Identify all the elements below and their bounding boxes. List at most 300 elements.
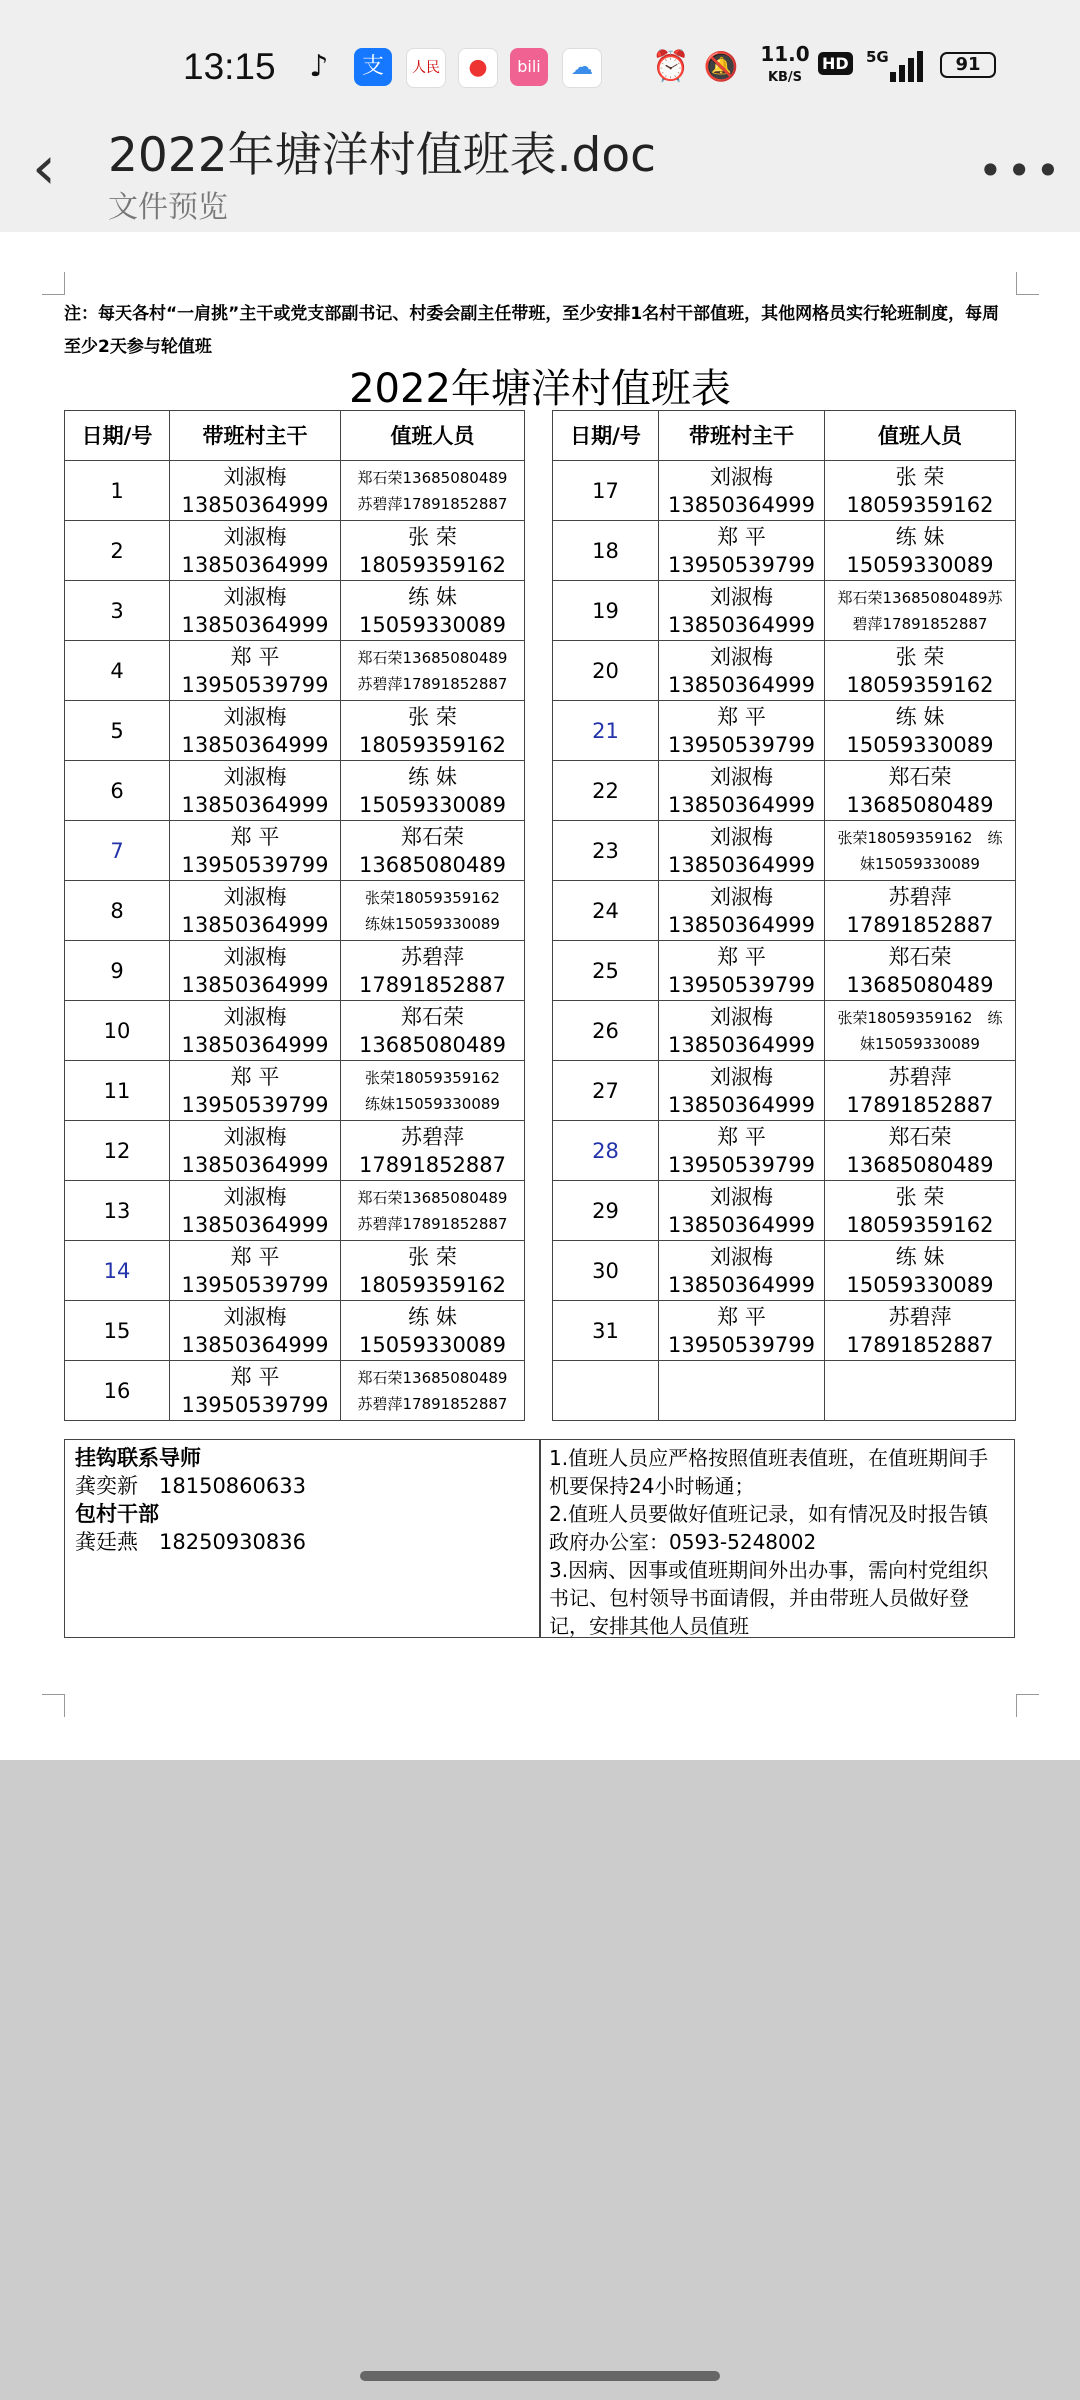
- leader-cell: [170, 521, 341, 581]
- staff-cell-line: 18059359162: [359, 732, 506, 757]
- day-cell: 24: [553, 881, 659, 941]
- staff-cell-line: 18059359162: [846, 492, 994, 517]
- leader-cell-line: 13850364999: [668, 612, 815, 637]
- day-cell: 17: [553, 461, 659, 521]
- staff-cell-line: 18059359162: [846, 1212, 994, 1237]
- table-row: [65, 1121, 1016, 1181]
- page-corner-mark: [42, 272, 65, 295]
- leader-cell-line: 13950539799: [181, 1092, 329, 1117]
- staff-cell-line: 郑石荣: [401, 824, 464, 849]
- day-cell: 12: [65, 1121, 170, 1181]
- app-header: [0, 110, 1080, 225]
- leader-cell: [170, 581, 341, 641]
- leader-cell-line: 刘淑梅: [710, 644, 773, 669]
- leader-cell: [659, 461, 825, 521]
- staff-cell-line: 13685080489: [846, 792, 994, 817]
- leader-cell: [659, 761, 825, 821]
- staff-cell: [341, 461, 525, 521]
- staff-cell-line: 苏碧萍17891852887: [357, 1214, 508, 1233]
- staff-cell-line: 17891852887: [359, 972, 506, 997]
- column-gap: [525, 1001, 553, 1061]
- leader-cell-line: 13850364999: [668, 792, 815, 817]
- table-row: [65, 1241, 1016, 1301]
- leader-cell-line: 刘淑梅: [223, 464, 287, 489]
- day-cell: 22: [553, 761, 659, 821]
- leader-cell: [170, 821, 341, 881]
- staff-cell-line: 13685080489: [846, 1152, 994, 1177]
- staff-cell: [825, 1301, 1016, 1361]
- column-gap: [525, 701, 553, 761]
- staff-cell: [825, 1121, 1016, 1181]
- staff-cell: [825, 461, 1016, 521]
- staff-cell-line: 张 荣: [408, 704, 457, 729]
- leader-cell-line: 刘淑梅: [223, 1304, 287, 1329]
- leader-cell-line: 刘淑梅: [710, 764, 773, 789]
- staff-cell-line: 郑石荣: [888, 764, 952, 789]
- leader-cell-line: 13850364999: [668, 1272, 815, 1297]
- status-time: 13:15: [183, 46, 276, 87]
- staff-cell-line: 17891852887: [846, 912, 994, 937]
- staff-cell-line: 17891852887: [359, 1152, 506, 1177]
- staff-cell-line: 苏碧萍: [401, 1124, 464, 1149]
- staff-cell: [341, 1001, 525, 1061]
- column-gap: [525, 1121, 553, 1181]
- leader-cell-line: 13850364999: [181, 1152, 329, 1177]
- leader-cell-line: 刘淑梅: [710, 584, 773, 609]
- leader-cell-line: 刘淑梅: [710, 1004, 773, 1029]
- table-row: [65, 581, 1016, 641]
- leader-cell: [659, 821, 825, 881]
- chevron-left-icon: ‹: [32, 133, 56, 203]
- staff-cell-line: 妹15059330089: [860, 854, 980, 873]
- staff-cell: [341, 701, 525, 761]
- staff-cell-line: 练 妹: [895, 1244, 945, 1269]
- leader-cell: [659, 1241, 825, 1301]
- leader-cell: [170, 1121, 341, 1181]
- leader-cell-line: 13950539799: [181, 852, 329, 877]
- staff-cell: [825, 941, 1016, 1001]
- column-gap: [525, 641, 553, 701]
- day-cell: 11: [65, 1061, 170, 1121]
- staff-cell-line: 张 荣: [895, 1184, 945, 1209]
- leader-cell-line: 13950539799: [668, 1152, 815, 1177]
- leader-cell: [659, 941, 825, 1001]
- column-gap: [525, 761, 553, 821]
- column-gap: [525, 1241, 553, 1301]
- leader-cell-line: 13850364999: [668, 852, 815, 877]
- network-type: 5G: [866, 48, 889, 66]
- table-row: [65, 1061, 1016, 1121]
- staff-cell-line: 苏碧萍: [401, 944, 464, 969]
- table-title: 2022年塘洋村值班表: [349, 366, 731, 412]
- day-cell: 21: [553, 701, 659, 761]
- staff-cell-line: 18059359162: [359, 552, 506, 577]
- leader-cell-line: 13850364999: [181, 912, 329, 937]
- staff-cell-line: 张 荣: [408, 1244, 457, 1269]
- cadre-label: 包村干部: [75, 1502, 159, 1526]
- leader-cell-line: 13850364999: [181, 732, 329, 757]
- leader-cell-line: 13850364999: [181, 552, 329, 577]
- staff-cell: [825, 521, 1016, 581]
- staff-cell: [341, 1061, 525, 1121]
- leader-cell: [170, 941, 341, 1001]
- staff-cell-line: 张 荣: [895, 464, 945, 489]
- leader-cell-line: 13850364999: [668, 1032, 815, 1057]
- staff-cell-line: 苏碧萍17891852887: [357, 494, 508, 513]
- staff-cell-line: 17891852887: [846, 1092, 994, 1117]
- staff-cell-line: 15059330089: [359, 792, 506, 817]
- staff-cell: [825, 701, 1016, 761]
- leader-cell: [659, 1301, 825, 1361]
- table-row: [65, 1181, 1016, 1241]
- leader-cell: [170, 641, 341, 701]
- column-header: 带班村主干: [659, 411, 825, 461]
- alarm-icon: ⏰: [652, 49, 690, 84]
- status-bar: [0, 38, 1080, 98]
- staff-cell-line: 13685080489: [846, 972, 994, 997]
- leader-cell: [659, 1121, 825, 1181]
- staff-cell-line: 苏碧萍17891852887: [357, 674, 508, 693]
- staff-cell-line: 练妹15059330089: [365, 914, 500, 933]
- page-corner-mark: [42, 1694, 65, 1717]
- staff-cell-line: 练 妹: [408, 764, 457, 789]
- document-title: 2022年塘洋村值班表.doc: [108, 128, 656, 183]
- column-header: 日期/号: [65, 411, 170, 461]
- day-cell: 5: [65, 701, 170, 761]
- staff-cell-line: 13685080489: [359, 1032, 506, 1057]
- column-header: 日期/号: [553, 411, 659, 461]
- gesture-nav-bar[interactable]: [360, 2371, 720, 2381]
- staff-cell: [341, 521, 525, 581]
- staff-cell-line: 18059359162: [359, 1272, 506, 1297]
- net-speed-unit: KB/S: [767, 70, 803, 85]
- leader-cell-line: 郑 平: [717, 1124, 766, 1149]
- leader-cell-line: 13850364999: [181, 1332, 329, 1357]
- staff-cell: [825, 1061, 1016, 1121]
- net-speed: [760, 44, 810, 88]
- leader-cell-line: 13850364999: [668, 1092, 815, 1117]
- leader-cell-line: 刘淑梅: [223, 884, 287, 909]
- staff-cell: [825, 1001, 1016, 1061]
- leader-cell: [170, 1061, 341, 1121]
- leader-cell-line: 13850364999: [181, 972, 329, 997]
- table-header-row: [65, 411, 1016, 461]
- day-cell: 26: [553, 1001, 659, 1061]
- leader-cell: [659, 641, 825, 701]
- leader-cell-line: 郑 平: [230, 1364, 280, 1389]
- column-gap: [525, 581, 553, 641]
- leader-cell: [659, 1361, 825, 1421]
- staff-cell-line: 郑石荣13685080489: [357, 468, 508, 487]
- day-cell: 10: [65, 1001, 170, 1061]
- leader-cell-line: 13850364999: [181, 1032, 329, 1057]
- column-gap: [525, 1361, 553, 1421]
- footer-contacts: [64, 1439, 540, 1638]
- leader-cell-line: 13850364999: [181, 1212, 329, 1237]
- column-gap: [525, 1301, 553, 1361]
- leader-cell-line: 刘淑梅: [223, 1124, 287, 1149]
- staff-cell-line: 苏碧萍17891852887: [357, 1394, 508, 1413]
- staff-cell-line: 郑石荣13685080489: [357, 648, 508, 667]
- staff-cell-line: 张荣18059359162: [365, 888, 500, 907]
- cloud-app-icon: ☁: [562, 48, 602, 88]
- map-pin-icon: ●: [458, 48, 498, 88]
- leader-cell-line: 刘淑梅: [223, 944, 287, 969]
- leader-cell: [659, 701, 825, 761]
- staff-cell: [825, 881, 1016, 941]
- staff-cell-line: 苏碧萍: [888, 884, 952, 909]
- leader-cell-line: 刘淑梅: [710, 1244, 773, 1269]
- signal-icon: [888, 48, 928, 82]
- staff-cell-line: 练 妹: [895, 704, 945, 729]
- staff-cell: [341, 761, 525, 821]
- staff-cell: [341, 1361, 525, 1421]
- alipay-icon: 支: [354, 48, 392, 86]
- leader-cell: [170, 1001, 341, 1061]
- leader-cell-line: 刘淑梅: [223, 1184, 287, 1209]
- staff-cell: [341, 641, 525, 701]
- staff-cell-line: 练妹15059330089: [365, 1094, 500, 1113]
- leader-cell-line: 刘淑梅: [223, 764, 287, 789]
- staff-cell-line: 15059330089: [359, 612, 506, 637]
- staff-cell-line: 张荣18059359162 练: [837, 828, 1003, 847]
- day-cell: 14: [65, 1241, 170, 1301]
- leader-cell-line: 郑 平: [717, 524, 766, 549]
- leader-cell-line: 刘淑梅: [710, 884, 773, 909]
- staff-cell: [825, 581, 1016, 641]
- leader-cell-line: 13850364999: [181, 612, 329, 637]
- leader-cell-line: 刘淑梅: [223, 524, 287, 549]
- staff-cell-line: 练 妹: [895, 524, 945, 549]
- leader-cell-line: 13950539799: [668, 1332, 815, 1357]
- staff-cell: [341, 821, 525, 881]
- people-daily-icon: 人民: [406, 48, 446, 88]
- day-cell: 23: [553, 821, 659, 881]
- day-cell: 1: [65, 461, 170, 521]
- day-cell: [553, 1361, 659, 1421]
- staff-cell: [341, 1241, 525, 1301]
- staff-cell-line: 妹15059330089: [860, 1034, 980, 1053]
- leader-cell-line: 刘淑梅: [223, 584, 287, 609]
- back-button[interactable]: [32, 133, 56, 203]
- leader-cell-line: 刘淑梅: [710, 1064, 773, 1089]
- leader-cell-line: 郑 平: [717, 1304, 766, 1329]
- table-row: [65, 881, 1016, 941]
- staff-cell: [341, 1121, 525, 1181]
- leader-cell: [170, 1241, 341, 1301]
- leader-cell-line: 刘淑梅: [710, 824, 773, 849]
- leader-cell: [170, 701, 341, 761]
- leader-cell-line: 13950539799: [668, 972, 815, 997]
- table-row: [65, 1001, 1016, 1061]
- leader-cell-line: 郑 平: [230, 1064, 280, 1089]
- staff-cell-line: 郑石荣: [888, 944, 952, 969]
- page-corner-mark: [1016, 1694, 1039, 1717]
- leader-cell: [659, 881, 825, 941]
- column-gap: [525, 461, 553, 521]
- staff-cell-line: 郑石荣13685080489: [357, 1368, 508, 1387]
- staff-cell-line: 郑石荣: [401, 1004, 464, 1029]
- staff-cell: [825, 821, 1016, 881]
- leader-cell: [170, 1181, 341, 1241]
- day-cell: 3: [65, 581, 170, 641]
- leader-cell-line: 13850364999: [668, 1212, 815, 1237]
- staff-cell: [825, 1361, 1016, 1421]
- table-row: [65, 461, 1016, 521]
- leader-cell-line: 13850364999: [181, 792, 329, 817]
- staff-cell-line: 15059330089: [846, 552, 994, 577]
- column-gap: [525, 881, 553, 941]
- mentor-label: 挂钩联系导师: [75, 1446, 201, 1470]
- leader-cell: [170, 1301, 341, 1361]
- leader-cell: [659, 1061, 825, 1121]
- table-row: [65, 941, 1016, 1001]
- leader-cell: [659, 521, 825, 581]
- rule-item: 3.因病、因事或值班期间外出办事，需向村党组织书记、包村领导书面请假，并由带班人员做好登记，安排其他人员值班: [549, 1558, 989, 1638]
- leader-cell: [170, 461, 341, 521]
- leader-cell-line: 13850364999: [668, 912, 815, 937]
- staff-cell-line: 15059330089: [846, 1272, 994, 1297]
- day-cell: 16: [65, 1361, 170, 1421]
- staff-cell: [825, 1181, 1016, 1241]
- leader-cell-line: 郑 平: [717, 944, 766, 969]
- leader-cell-line: 刘淑梅: [223, 704, 287, 729]
- day-cell: 25: [553, 941, 659, 1001]
- day-cell: 27: [553, 1061, 659, 1121]
- leader-cell-line: 郑 平: [230, 644, 280, 669]
- day-cell: 29: [553, 1181, 659, 1241]
- day-cell: 30: [553, 1241, 659, 1301]
- column-gap: [525, 941, 553, 1001]
- document-page: [0, 232, 1080, 1760]
- staff-cell-line: 张荣18059359162 练: [837, 1008, 1003, 1027]
- staff-cell-line: 18059359162: [846, 672, 994, 697]
- table-row: [65, 1361, 1016, 1421]
- staff-cell: [341, 1301, 525, 1361]
- hd-badge: HD: [818, 52, 853, 75]
- top-bar: [0, 0, 1080, 232]
- staff-cell-line: 练 妹: [408, 1304, 457, 1329]
- day-cell: 15: [65, 1301, 170, 1361]
- day-cell: 8: [65, 881, 170, 941]
- day-cell: 7: [65, 821, 170, 881]
- table-row: [65, 761, 1016, 821]
- column-header: 值班人员: [341, 411, 525, 461]
- column-gap: [525, 1061, 553, 1121]
- leader-cell-line: 刘淑梅: [223, 1004, 287, 1029]
- leader-cell-line: 13850364999: [668, 492, 815, 517]
- staff-cell: [825, 761, 1016, 821]
- day-cell: 4: [65, 641, 170, 701]
- table-row: [65, 701, 1016, 761]
- leader-cell-line: 13950539799: [668, 732, 815, 757]
- staff-cell-line: 15059330089: [359, 1332, 506, 1357]
- net-speed-value: 11.0: [760, 42, 810, 66]
- staff-cell-line: 张 荣: [408, 524, 457, 549]
- footer-rules: [540, 1439, 1015, 1638]
- table-row: [65, 821, 1016, 881]
- day-cell: 28: [553, 1121, 659, 1181]
- day-cell: 13: [65, 1181, 170, 1241]
- leader-cell: [659, 1001, 825, 1061]
- staff-cell-line: 郑石荣13685080489: [357, 1188, 508, 1207]
- leader-cell-line: 13950539799: [181, 1392, 329, 1417]
- staff-cell-line: 郑石荣13685080489苏: [837, 588, 1003, 607]
- cadre-contact: 龚廷燕 18250930836: [75, 1530, 306, 1554]
- staff-cell: [341, 941, 525, 1001]
- more-dots-icon: •••: [978, 146, 1065, 195]
- mentor-contact: 龚奕新 18150860633: [75, 1474, 306, 1498]
- leader-cell: [659, 1181, 825, 1241]
- table-row: [65, 641, 1016, 701]
- staff-cell: [341, 881, 525, 941]
- column-gap: [525, 1181, 553, 1241]
- staff-cell-line: 苏碧萍: [888, 1064, 952, 1089]
- duty-note: 注：每天各村“一肩挑”主干或党支部副书记、村委会副主任带班，至少安排1名村干部值班，其他网格员实行轮班制度，每周至少2天参与轮值班: [64, 304, 1000, 357]
- more-button[interactable]: [978, 146, 1064, 195]
- column-gap: [525, 821, 553, 881]
- staff-cell-line: 17891852887: [846, 1332, 994, 1357]
- leader-cell: [170, 761, 341, 821]
- staff-cell-line: 苏碧萍: [888, 1304, 952, 1329]
- leader-cell: [659, 581, 825, 641]
- staff-cell: [825, 641, 1016, 701]
- leader-cell-line: 13850364999: [668, 672, 815, 697]
- day-cell: 19: [553, 581, 659, 641]
- rule-item: 1.值班人员应严格按照值班表值班，在值班期间手机要保持24小时畅通；: [549, 1446, 989, 1498]
- document-subtitle: 文件预览: [108, 190, 228, 225]
- leader-cell: [170, 881, 341, 941]
- tiktok-icon: ♪: [309, 49, 329, 84]
- leader-cell-line: 13950539799: [181, 1272, 329, 1297]
- table-row: [65, 521, 1016, 581]
- leader-cell-line: 郑 平: [717, 704, 766, 729]
- column-gap: [525, 521, 553, 581]
- staff-cell-line: 15059330089: [846, 732, 994, 757]
- leader-cell-line: 郑 平: [230, 1244, 280, 1269]
- leader-cell-line: 13850364999: [181, 492, 329, 517]
- column-header: 带班村主干: [170, 411, 341, 461]
- staff-cell-line: 练 妹: [408, 584, 457, 609]
- column-header: 值班人员: [825, 411, 1016, 461]
- table-row: [65, 1301, 1016, 1361]
- leader-cell-line: 刘淑梅: [710, 464, 773, 489]
- battery-icon: [940, 52, 996, 78]
- day-cell: 2: [65, 521, 170, 581]
- day-cell: 31: [553, 1301, 659, 1361]
- battery-level: 91: [955, 54, 981, 75]
- staff-cell-line: 郑石荣: [888, 1124, 952, 1149]
- leader-cell-line: 郑 平: [230, 824, 280, 849]
- leader-cell-line: 刘淑梅: [710, 1184, 773, 1209]
- staff-cell: [341, 581, 525, 641]
- column-gap: [525, 411, 553, 461]
- staff-cell-line: 张荣18059359162: [365, 1068, 500, 1087]
- day-cell: 6: [65, 761, 170, 821]
- day-cell: 18: [553, 521, 659, 581]
- rule-item: 2.值班人员要做好值班记录，如有情况及时报告镇政府办公室：0593-5248002: [549, 1502, 989, 1554]
- staff-cell-line: 张 荣: [895, 644, 945, 669]
- day-cell: 20: [553, 641, 659, 701]
- staff-cell: [825, 1241, 1016, 1301]
- staff-cell-line: 13685080489: [359, 852, 506, 877]
- page-corner-mark: [1016, 272, 1039, 295]
- staff-cell-line: 碧萍17891852887: [852, 614, 988, 633]
- staff-cell: [341, 1181, 525, 1241]
- day-cell: 9: [65, 941, 170, 1001]
- leader-cell-line: 13950539799: [181, 672, 329, 697]
- duty-table: [64, 410, 1016, 1421]
